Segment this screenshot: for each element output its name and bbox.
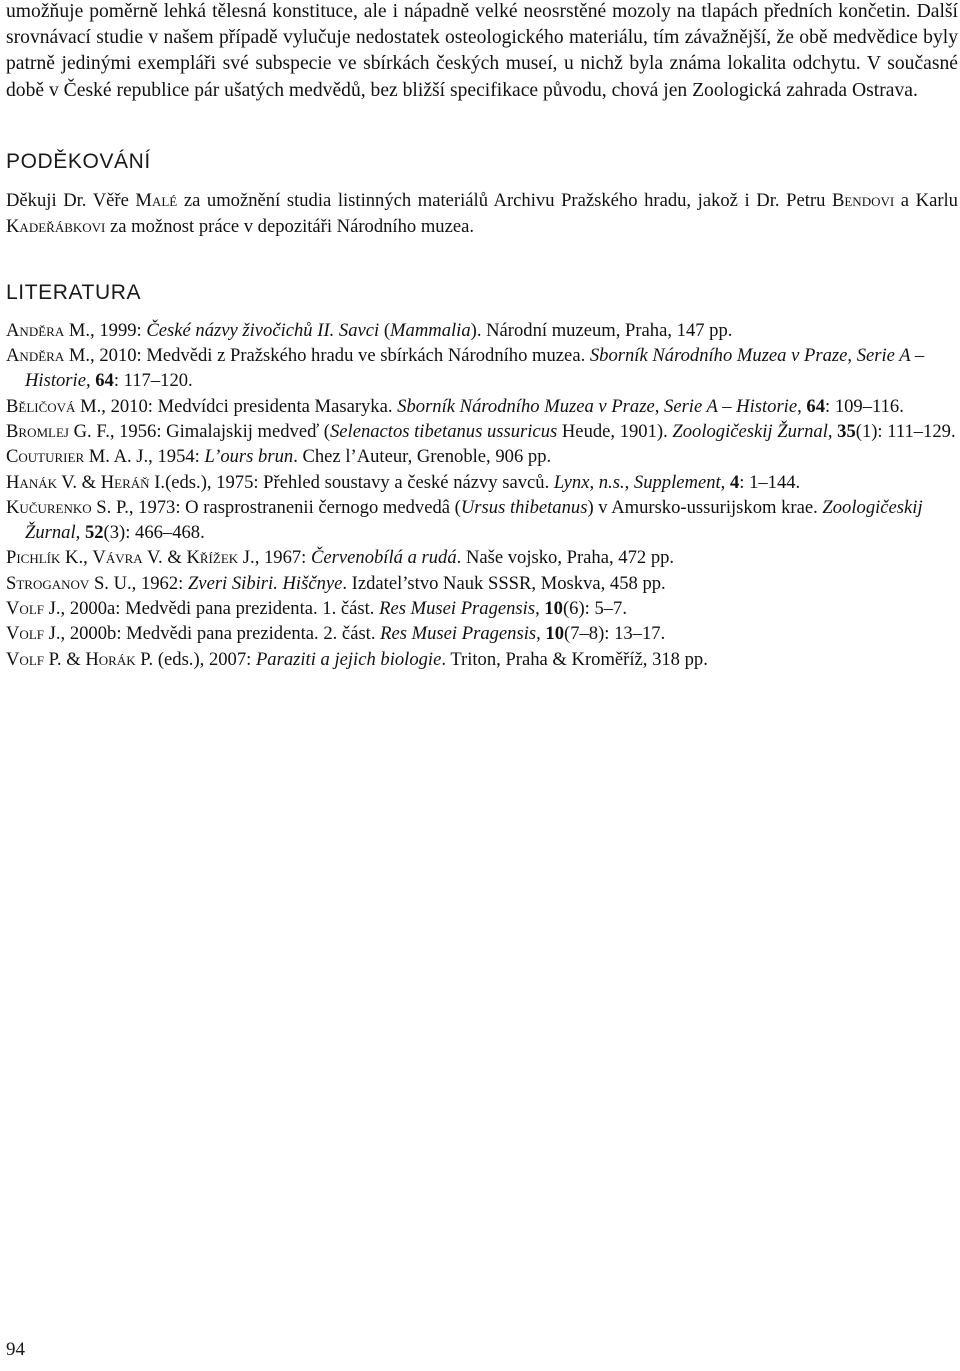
acknowledgements-text: Děkuji Dr. Věře Malé za umožnění studia listinných materiálů Archivu Pražského hradu, jakož i Dr. Petru Bendovi a Karlu Kadeřábkovi za možnost práce v depozitáři Národního muzea. (6, 189, 958, 238)
reference-item: Volf J., 2000a: Medvědi pana prezidenta. 1. část. Res Musei Pragensis, 10(6): 5–7. (6, 598, 628, 620)
reference-item: Volf J., 2000b: Medvědi pana prezidenta. 2. část. Res Musei Pragensis, 10(7–8): 13–17. (6, 623, 666, 645)
reference-list (6, 318, 958, 672)
page (6, 0, 958, 672)
reference-item: Stroganov S. U., 1962: Zveri Sibiri. Hiščnye. Izdatel’stvo Nauk SSSR, Moskva, 458 pp. (6, 572, 666, 594)
body-paragraph: umožňuje poměrně lehká tělesná konstituce, ale i nápadně velké neosrstěné mozoly na tlapách předních končetin. Další srovnávací studie v našem případě vylučuje nedostatek osteologického materiálu, tím závažnější, že obě medvědice byly patrně jedinými exempláři své subspecie ve sbírkách českých museí, u nichž byla známa lokalita odchytu. V současné době v České republice pár ušatých medvědů, bez bližší specifikace původu, chová jen Zoologická zahrada Ostrava. (6, 1, 958, 101)
reference-item: Běličová M., 2010: Medvídci presidenta Masaryka. Sborník Národního Muzea v Praze, Serie A – Historie, 64: 109–116. (6, 395, 904, 417)
reference-item: Pichlík K., Vávra V. & Křížek J., 1967: Červenobílá a rudá. Naše vojsko, Praha, 472 pp. (6, 547, 675, 569)
page-number: 94 (6, 1339, 25, 1360)
reference-item: Anděra M., 2010: Medvědi z Pražského hradu ve sbírkách Národního muzea. Sborník Národního Muzea v Praze, Serie A – Historie, 64: 117–120. (6, 345, 925, 392)
person-name: Kadeřábkovi (6, 216, 106, 238)
person-name: Bendovi (831, 189, 895, 211)
reference-item: Anděra M., 1999: České názvy živočichů II. Savci (Mammalia). Národní muzeum, Praha, 147 pp. (6, 319, 733, 341)
acknowledgements-heading: PODĚKOVÁNÍ (6, 149, 151, 173)
reference-item: Bromlej G. F., 1956: Gimalajskij medveď (Selenactos tibetanus ussuricus Heude, 1901). Zoologičeskij Žurnal, 35(1): 111–129. (6, 421, 956, 442)
reference-item: Kučurenko S. P., 1973: O rasprostranenii černogo medvedâ (Ursus thibetanus) v Amursko-ussurijskom krae. Zoologičeskij Žurnal, 52(3): 466–468. (6, 496, 923, 544)
reference-item: Volf P. & Horák P. (eds.), 2007: Paraziti a jejich biologie. Triton, Praha & Kroměříž, 318 pp. (6, 648, 708, 670)
reference-item: Couturier M. A. J., 1954: L’ours brun. Chez l’Auteur, Grenoble, 906 pp. (6, 446, 552, 468)
literature-heading: LITERATURA (6, 280, 142, 304)
person-name: Malé (135, 189, 178, 211)
reference-item: Hanák V. & Heráň I.(eds.), 1975: Přehled soustavy a české názvy savců. Lynx, n.s., Supplement, 4: 1–144. (6, 471, 801, 493)
